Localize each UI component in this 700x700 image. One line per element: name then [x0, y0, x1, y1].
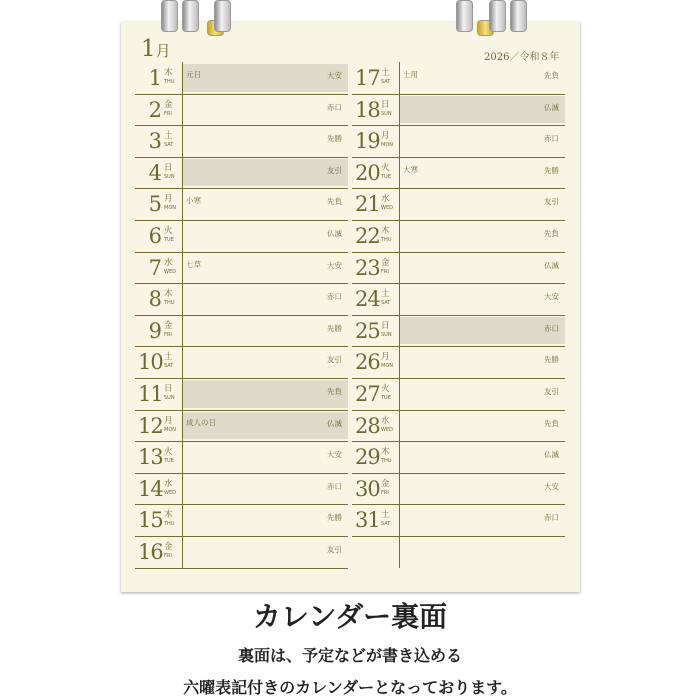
- day-row: [135, 346, 348, 379]
- weekday-english: SUN: [164, 173, 175, 180]
- weekday-kanji: 日: [164, 384, 173, 394]
- weekday-kanji: 火: [164, 447, 173, 458]
- weekday-english: TUE: [164, 237, 174, 243]
- holiday-shade: [183, 64, 348, 92]
- day-number: 27: [355, 382, 380, 406]
- weekday-kanji: 水: [381, 194, 390, 205]
- weekday-english: SUN: [381, 110, 392, 117]
- day-row: [135, 283, 348, 316]
- binding-ring-left-2: [182, 0, 199, 32]
- day-number: 14: [138, 476, 163, 501]
- rokuyo-label: 先勝: [327, 513, 342, 523]
- rokuyo-label: 友引: [327, 165, 342, 175]
- day-number: 13: [138, 445, 163, 470]
- day-note: 土用: [403, 70, 418, 79]
- day-row: [352, 62, 565, 95]
- day-row: [352, 220, 565, 253]
- day-number: 12: [138, 413, 163, 438]
- day-number: 17: [355, 66, 380, 90]
- day-number: 9: [148, 318, 161, 343]
- rokuyo-label: 赤口: [327, 292, 342, 302]
- weekday-english: THU: [164, 79, 175, 85]
- day-row: [135, 157, 348, 190]
- day-row: [135, 504, 348, 537]
- weekday-kanji: 金: [164, 320, 173, 331]
- day-row: [352, 283, 565, 316]
- weekday-english: WED: [164, 268, 176, 275]
- day-row: [135, 473, 348, 506]
- weekday-english: MON: [164, 426, 176, 433]
- rokuyo-label: 先負: [544, 229, 559, 238]
- day-row: [352, 346, 565, 379]
- day-row: [135, 315, 348, 348]
- day-note: 小寒: [186, 196, 201, 206]
- day-note: 七草: [186, 259, 201, 269]
- holiday-shade: [400, 96, 565, 124]
- rokuyo-label: 友引: [327, 355, 342, 365]
- rokuyo-label: 先勝: [544, 165, 559, 175]
- day-row: [352, 315, 565, 348]
- weekday-kanji: 月: [164, 194, 173, 205]
- weekday-english: WED: [381, 426, 393, 433]
- day-row: [135, 441, 348, 474]
- weekday-kanji: 月: [381, 131, 390, 142]
- binding-ring-left-1: [161, 0, 178, 32]
- day-row: [135, 62, 348, 95]
- day-number: 29: [355, 445, 380, 470]
- day-row: [352, 157, 565, 190]
- binding-ring-right-3: [510, 0, 527, 32]
- caption-line-1: 裏面は、予定などが書き込める: [237, 646, 462, 665]
- day-number: 21: [355, 192, 380, 217]
- day-number: 25: [355, 318, 380, 343]
- rokuyo-label: 先勝: [327, 323, 342, 333]
- month-kanji: 月: [155, 42, 171, 60]
- weekday-kanji: 金: [164, 542, 173, 552]
- weekday-kanji: 木: [381, 226, 390, 236]
- weekday-english: WED: [164, 489, 176, 496]
- day-number: 4: [148, 160, 161, 185]
- day-row: [135, 94, 348, 127]
- rokuyo-label: 赤口: [544, 134, 559, 144]
- day-row: [352, 188, 565, 221]
- rokuyo-label: 仏滅: [544, 450, 559, 460]
- holiday-shade: [400, 317, 565, 345]
- weekday-kanji: 金: [381, 257, 390, 268]
- weekday-kanji: 木: [164, 510, 173, 521]
- day-number: 16: [138, 540, 163, 564]
- day-number: 18: [355, 97, 380, 122]
- binding-ring-right-2: [489, 0, 506, 32]
- weekday-kanji: 金: [164, 99, 173, 110]
- day-number: 19: [355, 129, 380, 154]
- weekday-english: TUE: [381, 395, 391, 401]
- weekday-kanji: 日: [381, 320, 390, 331]
- day-row: [135, 188, 348, 221]
- weekday-english: SUN: [164, 395, 175, 401]
- day-number: 30: [355, 476, 380, 501]
- day-number: 28: [355, 413, 380, 438]
- rokuyo-label: 先負: [327, 197, 342, 207]
- day-row: [135, 125, 348, 158]
- rokuyo-label: 仏滅: [327, 418, 342, 428]
- day-number: 2: [148, 97, 161, 122]
- day-row: [135, 410, 348, 443]
- day-number: 11: [138, 382, 163, 406]
- day-row: [352, 378, 565, 411]
- rokuyo-label: 仏滅: [327, 229, 342, 238]
- weekday-kanji: 水: [164, 257, 173, 268]
- rokuyo-label: 大安: [327, 450, 342, 460]
- rokuyo-label: 友引: [544, 197, 559, 207]
- weekday-kanji: 火: [381, 162, 390, 173]
- day-number: 7: [148, 255, 161, 280]
- weekday-kanji: 火: [164, 226, 173, 236]
- weekday-english: FRI: [381, 489, 389, 496]
- day-number: 26: [355, 350, 380, 375]
- weekday-english: THU: [381, 458, 392, 465]
- day-number: 1: [148, 66, 161, 90]
- rokuyo-label: 先勝: [327, 134, 342, 144]
- day-number: 22: [355, 224, 380, 248]
- day-number: 8: [148, 287, 161, 312]
- rokuyo-label: 赤口: [544, 323, 559, 333]
- weekday-english: SUN: [381, 331, 392, 338]
- weekday-english: FRI: [164, 331, 172, 338]
- day-row: [135, 536, 348, 569]
- rokuyo-label: 仏滅: [544, 102, 559, 112]
- weekday-english: WED: [381, 205, 393, 212]
- weekday-english: SAT: [381, 300, 391, 307]
- day-number: 23: [355, 255, 380, 280]
- day-row: [352, 125, 565, 158]
- day-number: 3: [148, 129, 161, 154]
- weekday-kanji: 水: [381, 415, 390, 426]
- day-number: 6: [148, 224, 161, 248]
- day-row: [135, 252, 348, 285]
- rokuyo-label: 大安: [327, 71, 342, 80]
- weekday-kanji: 土: [164, 131, 173, 142]
- rokuyo-label: 赤口: [327, 481, 342, 491]
- weekday-kanji: 月: [164, 415, 173, 426]
- weekday-english: THU: [381, 237, 392, 243]
- day-row: [352, 94, 565, 127]
- weekday-english: TUE: [381, 173, 391, 180]
- weekday-kanji: 日: [381, 99, 390, 110]
- rokuyo-label: 大安: [544, 481, 559, 491]
- rokuyo-label: 赤口: [327, 102, 342, 112]
- weekday-kanji: 木: [164, 68, 173, 78]
- holiday-shade: [183, 159, 348, 187]
- binding-ring-left-3: [214, 0, 231, 32]
- day-row: [352, 252, 565, 285]
- weekday-kanji: 木: [164, 289, 173, 300]
- rokuyo-label: 赤口: [544, 513, 559, 523]
- weekday-english: MON: [164, 205, 176, 212]
- weekday-kanji: 金: [381, 478, 390, 489]
- month-number: 1: [141, 36, 156, 62]
- caption-line-2: 六曜表記付きのカレンダーとなっております。: [183, 678, 517, 697]
- weekday-english: FRI: [164, 110, 172, 117]
- rokuyo-label: 仏滅: [544, 260, 559, 270]
- weekday-kanji: 土: [381, 289, 390, 300]
- day-number: 10: [138, 350, 163, 375]
- weekday-english: FRI: [164, 553, 172, 559]
- day-number: 20: [355, 160, 380, 185]
- day-row: [352, 441, 565, 474]
- day-number: 24: [355, 287, 380, 312]
- rokuyo-label: 大安: [544, 292, 559, 302]
- day-row: [352, 410, 565, 443]
- weekday-kanji: 木: [381, 447, 390, 458]
- weekday-kanji: 月: [381, 352, 390, 363]
- day-row: [135, 378, 348, 411]
- day-row: [352, 473, 565, 506]
- weekday-english: SAT: [164, 363, 174, 370]
- weekday-english: SAT: [164, 142, 174, 149]
- weekday-english: MON: [381, 363, 393, 370]
- day-row: [352, 504, 565, 537]
- weekday-kanji: 土: [381, 510, 390, 521]
- day-number: 31: [355, 508, 380, 533]
- day-number: 15: [138, 508, 163, 533]
- rokuyo-label: 友引: [544, 387, 559, 396]
- weekday-english: TUE: [164, 458, 174, 465]
- rokuyo-label: 先負: [327, 387, 342, 396]
- month-heading: [141, 36, 171, 62]
- weekday-english: SAT: [381, 79, 391, 85]
- binding-ring-right-1: [456, 0, 473, 32]
- weekday-kanji: 土: [164, 352, 173, 363]
- rokuyo-label: 先負: [544, 71, 559, 80]
- weekday-english: THU: [164, 300, 175, 307]
- weekday-english: THU: [164, 521, 175, 528]
- weekday-kanji: 日: [164, 162, 173, 173]
- year-label: 2026／令和８年: [484, 52, 560, 63]
- weekday-kanji: 火: [381, 384, 390, 394]
- weekday-english: FRI: [381, 268, 389, 275]
- day-note: 大寒: [403, 164, 418, 174]
- day-note: 成人の日: [186, 417, 216, 427]
- rokuyo-label: 友引: [327, 545, 342, 554]
- rokuyo-label: 大安: [327, 260, 342, 270]
- rokuyo-label: 先勝: [544, 355, 559, 365]
- weekday-kanji: 水: [164, 478, 173, 489]
- weekday-english: SAT: [381, 521, 391, 528]
- rokuyo-label: 先負: [544, 418, 559, 428]
- day-row: [135, 220, 348, 253]
- day-number: 5: [148, 192, 161, 217]
- weekday-english: MON: [381, 142, 393, 149]
- day-note: 元日: [186, 70, 201, 79]
- weekday-kanji: 土: [381, 68, 390, 78]
- caption-title: カレンダー裏面: [252, 600, 448, 633]
- holiday-shade: [183, 380, 348, 408]
